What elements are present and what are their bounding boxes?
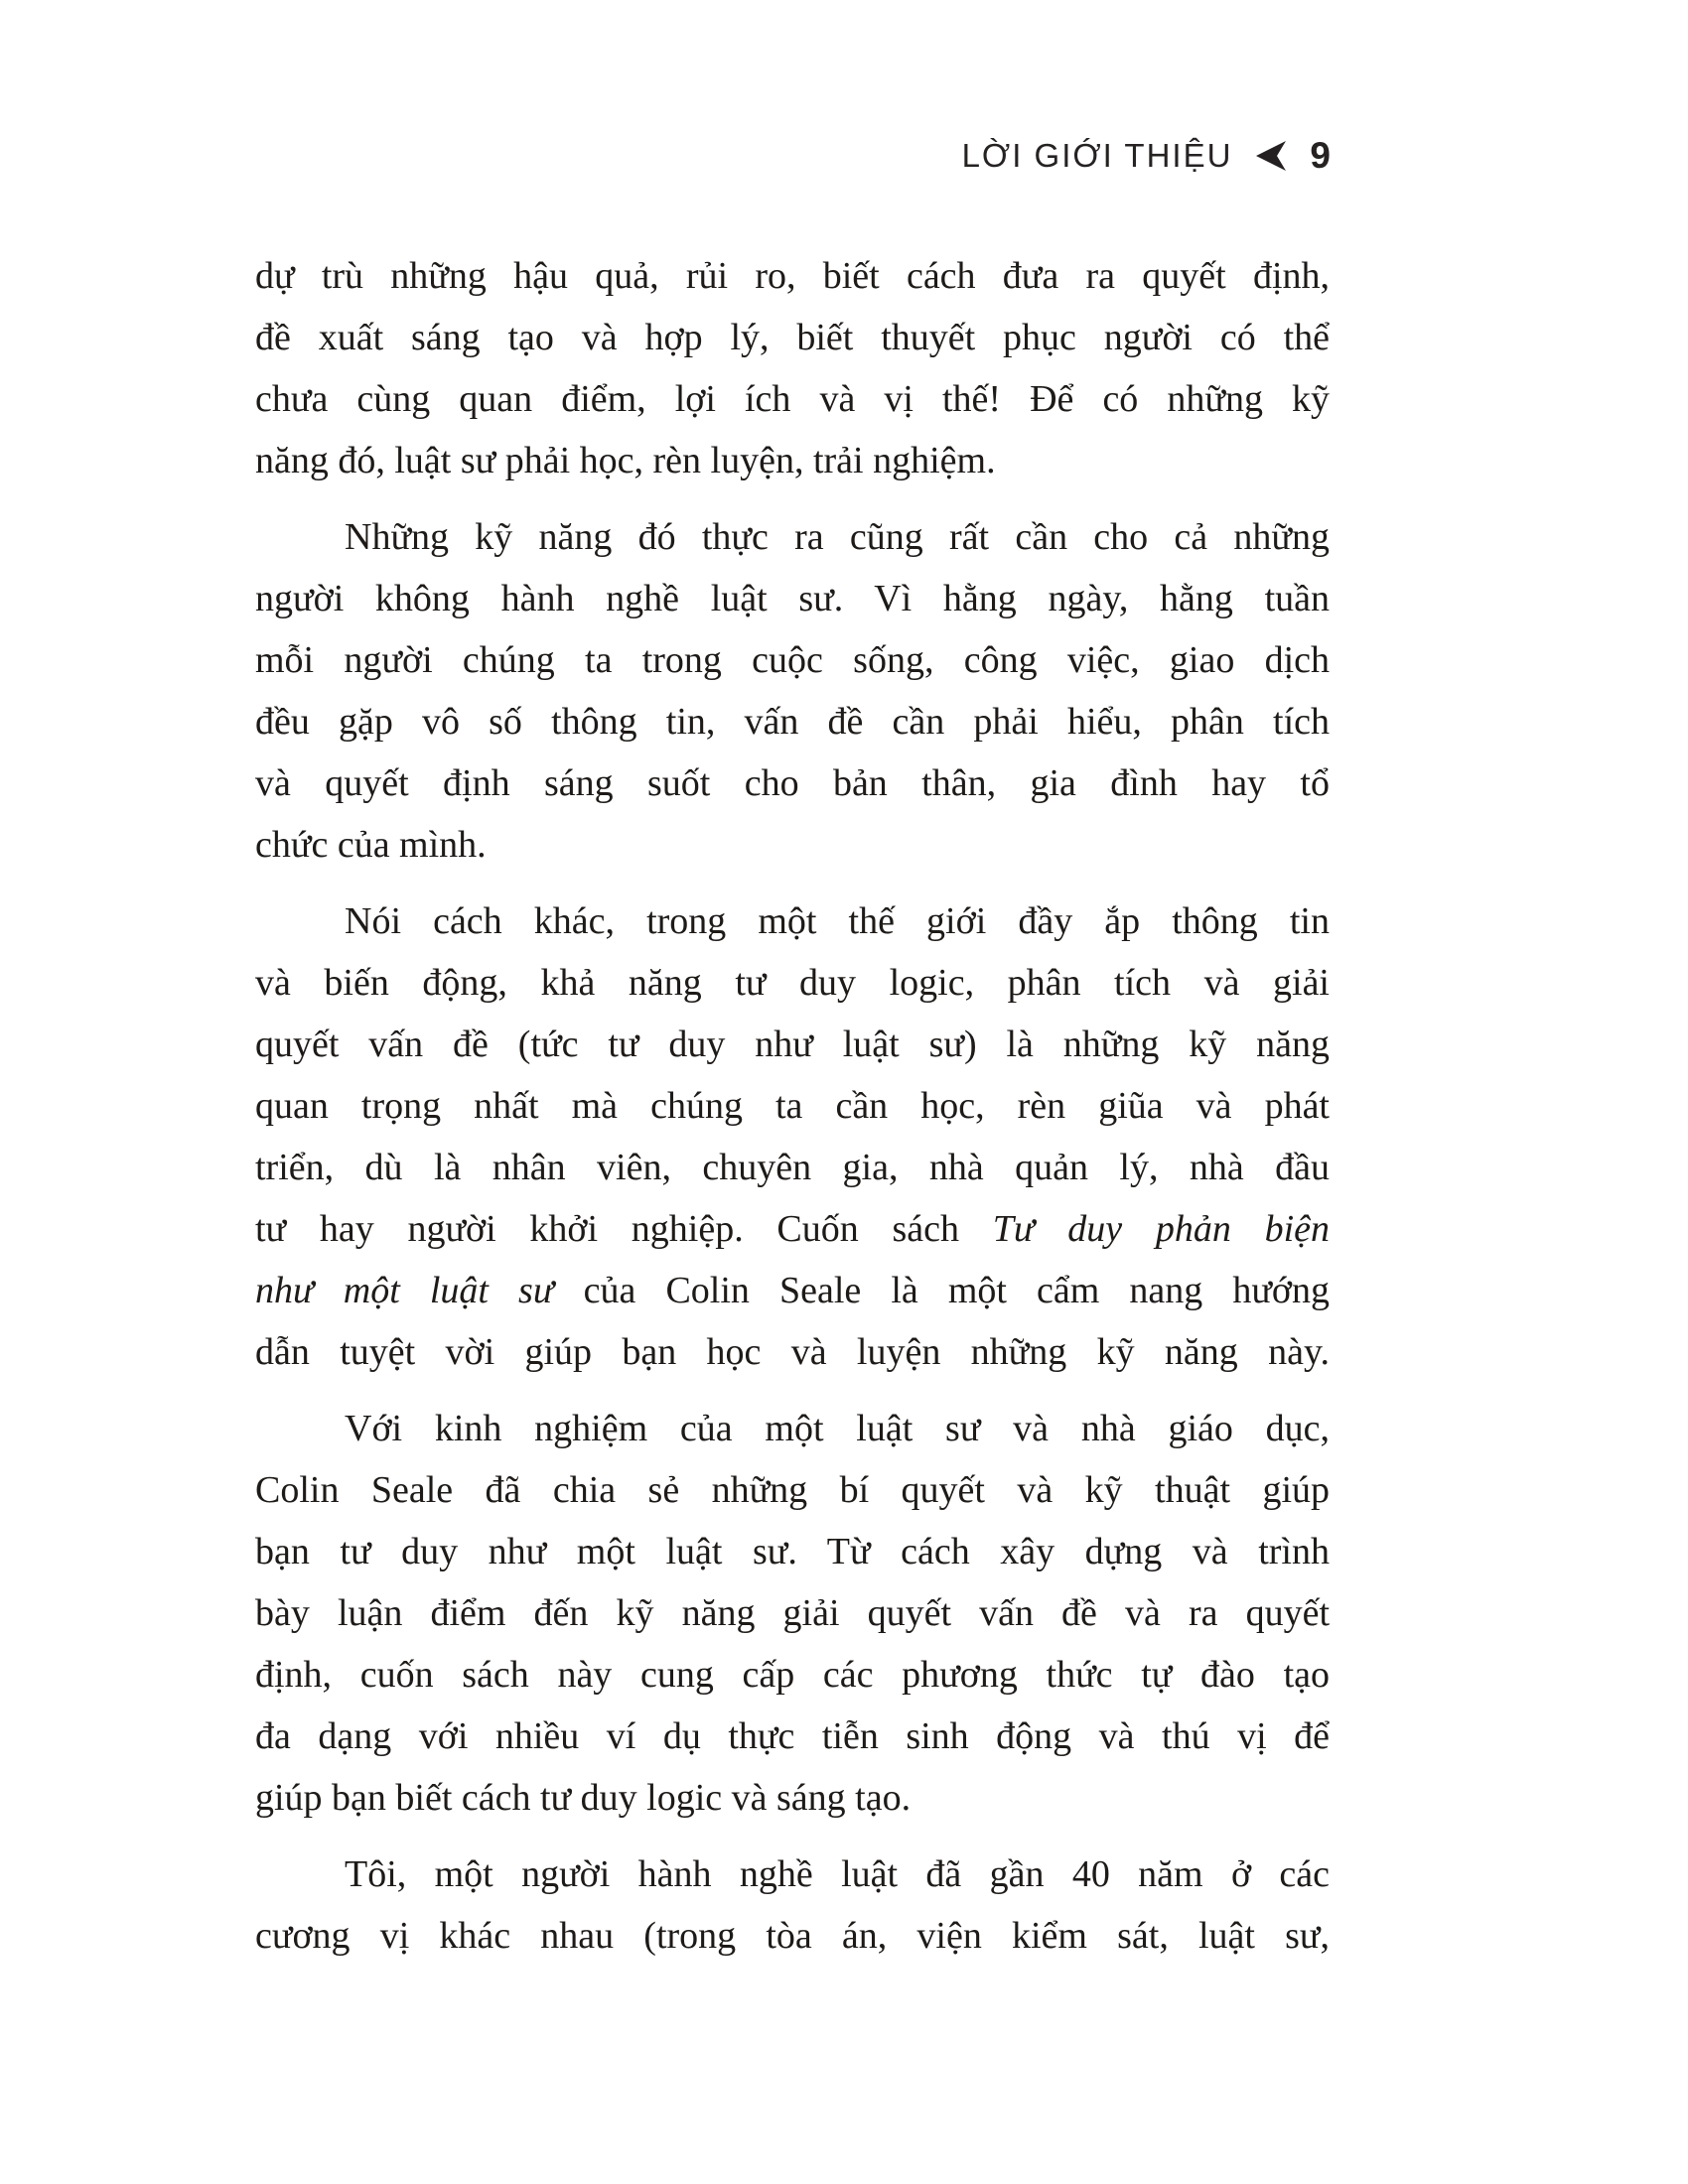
text-segment: định, cuốn sách này cung cấp các phương thức tự đào tạo: [255, 1654, 1330, 1696]
text-segment: Với kinh nghiệm của một luật sư và nhà giáo dục,: [345, 1408, 1330, 1449]
text-line: [255, 814, 1330, 876]
paragraph: [255, 1398, 1330, 1829]
text-segment: mỗi người chúng ta trong cuộc sống, công việc, giao dịch: [255, 639, 1330, 681]
text-segment: Tôi, một người hành nghề luật đã gần 40 năm ở các: [345, 1853, 1330, 1895]
text-line: [255, 1905, 1330, 1967]
text-line: [255, 1260, 1330, 1321]
text-segment: chức của mình.: [255, 824, 487, 866]
running-header: [253, 135, 1331, 177]
left-arrowhead-icon: [1256, 140, 1286, 172]
text-segment: đều gặp vô số thông tin, vấn đề cần phải hiểu, phân tích: [255, 701, 1330, 743]
text-segment: quyết vấn đề (tức tư duy như luật sư) là những kỹ năng: [255, 1024, 1330, 1065]
text-segment: dẫn tuyệt vời giúp bạn học và luyện những kỹ năng này.: [255, 1331, 1330, 1373]
text-line: [255, 568, 1330, 629]
text-line: [255, 307, 1330, 368]
text-line: [255, 430, 1330, 491]
text-line: [255, 245, 1330, 307]
text-line: [255, 1644, 1330, 1706]
text-line: [255, 752, 1330, 814]
text-line: [255, 952, 1330, 1014]
text-segment: Những kỹ năng đó thực ra cũng rất cần cho cả những: [345, 516, 1330, 558]
text-line: [255, 629, 1330, 691]
text-segment: và quyết định sáng suốt cho bản thân, gia đình hay tổ: [255, 762, 1330, 804]
text-segment: và biến động, khả năng tư duy logic, phân tích và giải: [255, 962, 1330, 1004]
text-segment: triển, dù là nhân viên, chuyên gia, nhà quản lý, nhà đầu: [255, 1147, 1330, 1188]
text-line: [255, 1137, 1330, 1198]
text-line: [255, 1321, 1330, 1383]
section-title: LỜI GIỚI THIỆU: [961, 137, 1233, 174]
text-segment: của Colin Seale là một cẩm nang hướng: [553, 1270, 1331, 1311]
text-segment: Nói cách khác, trong một thế giới đầy ắp thông tin: [345, 900, 1330, 942]
text-segment: cương vị khác nhau (trong tòa án, viện kiểm sát, luật sư,: [255, 1915, 1330, 1957]
text-segment: tư hay người khởi nghiệp. Cuốn sách: [255, 1208, 993, 1250]
text-segment: bạn tư duy như một luật sư. Từ cách xây dựng và trình: [255, 1531, 1330, 1572]
text-segment: đề xuất sáng tạo và hợp lý, biết thuyết phục người có thể: [255, 317, 1330, 358]
text-segment: đa dạng với nhiều ví dụ thực tiễn sinh động và thú vị để: [255, 1715, 1330, 1757]
text-line: [255, 368, 1330, 430]
text-segment: chưa cùng quan điểm, lợi ích và vị thế! Để có những kỹ: [255, 378, 1330, 420]
page-number: 9: [1310, 135, 1331, 176]
text-line: [255, 1075, 1330, 1137]
book-title-italic: Tư duy phản biện: [992, 1208, 1330, 1250]
text-line: [255, 1198, 1330, 1260]
text-segment: người không hành nghề luật sư. Vì hằng ngày, hằng tuần: [255, 578, 1330, 619]
text-line: [255, 691, 1330, 752]
text-segment: quan trọng nhất mà chúng ta cần học, rèn giũa và phát: [255, 1085, 1330, 1127]
text-line: [255, 1706, 1330, 1767]
book-title-italic: như một luật sư: [255, 1270, 554, 1311]
paragraph: [255, 890, 1330, 1383]
text-line: [255, 1767, 1330, 1829]
paragraph: [255, 1843, 1330, 1967]
text-segment: dự trù những hậu quả, rủi ro, biết cách đưa ra quyết định,: [255, 255, 1330, 297]
text-segment: Colin Seale đã chia sẻ những bí quyết và kỹ thuật giúp: [255, 1469, 1330, 1511]
text-line: [255, 1398, 1330, 1459]
text-line: [255, 1843, 1330, 1905]
text-line: [255, 1459, 1330, 1521]
paragraph: [255, 506, 1330, 876]
page-body: [255, 245, 1330, 1981]
text-segment: năng đó, luật sư phải học, rèn luyện, trải nghiệm.: [255, 440, 996, 481]
text-segment: bày luận điểm đến kỹ năng giải quyết vấn đề và ra quyết: [255, 1592, 1330, 1634]
paragraph: [255, 245, 1330, 491]
text-line: [255, 1521, 1330, 1582]
text-line: [255, 1014, 1330, 1075]
text-line: [255, 1582, 1330, 1644]
text-line: [255, 890, 1330, 952]
text-segment: giúp bạn biết cách tư duy logic và sáng tạo.: [255, 1777, 912, 1819]
text-line: [255, 506, 1330, 568]
